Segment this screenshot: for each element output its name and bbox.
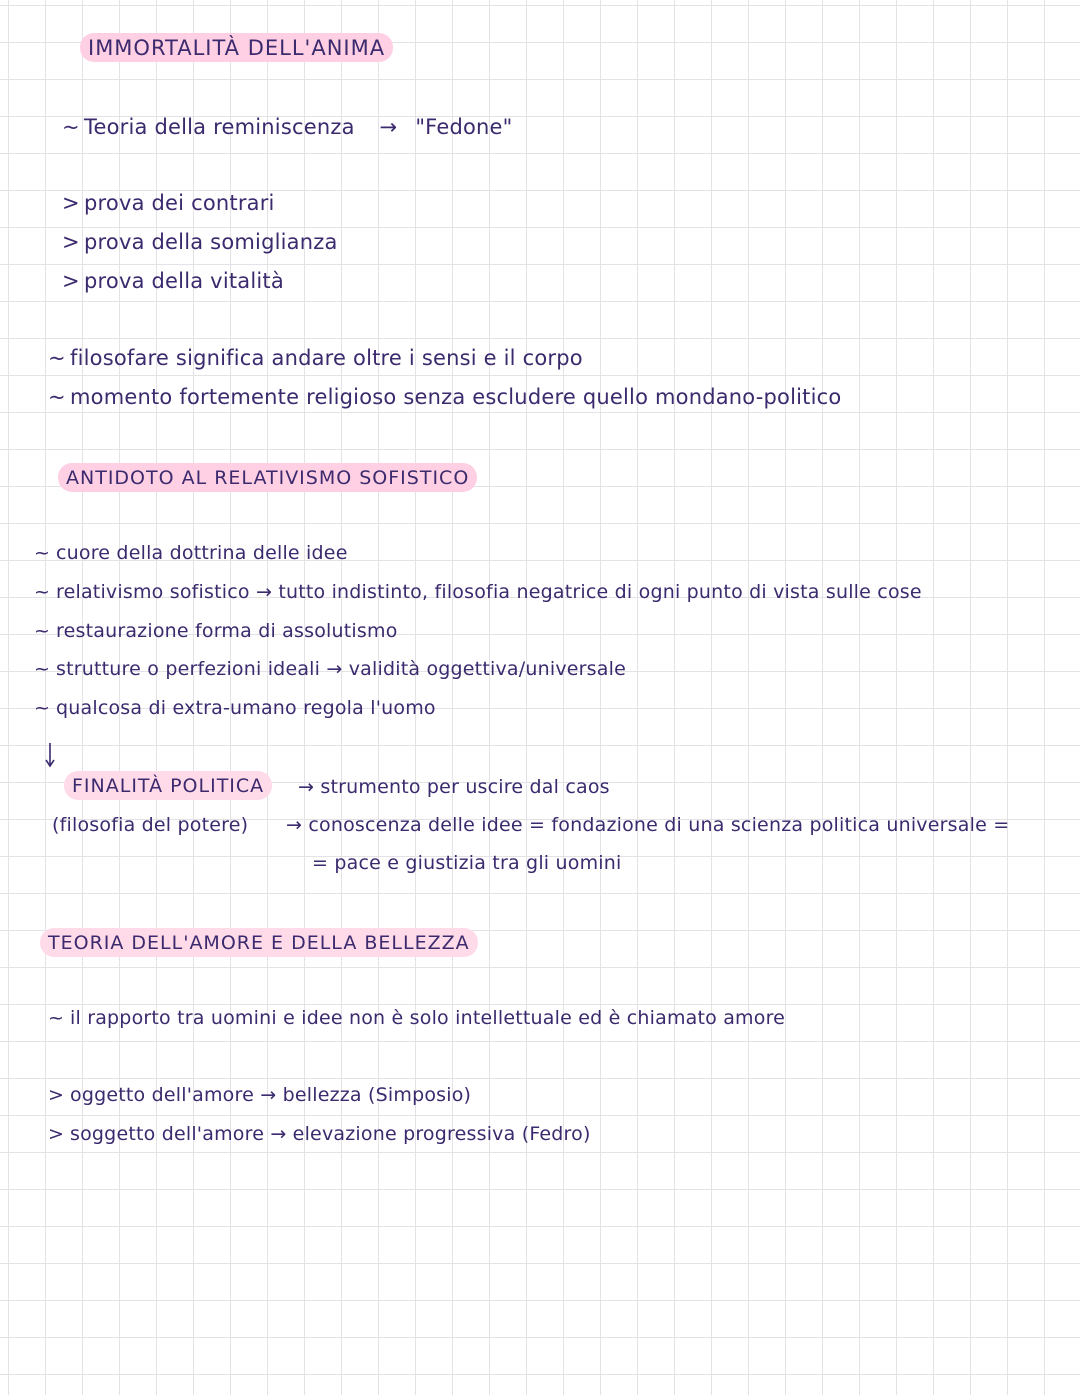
proof-item [62,190,275,216]
love-intro [48,1005,785,1031]
bullet-marker: > [48,1123,65,1145]
bullet-marker: > [62,230,80,254]
bullet-marker: ~ [34,658,51,680]
note-item [48,384,841,410]
proof-text: prova della somiglianza [84,230,338,254]
antidote-text: cuore della dottrina delle idee [56,542,348,564]
political-line: → strumento per uscire dal caos [298,776,610,798]
political-line: → conoscenza delle idee = fondazione di una scienza politica universale = [286,814,1010,836]
bullet-marker: > [62,269,80,293]
proof-text: prova della vitalità [84,269,284,293]
love-intro-text: il rapporto tra uomini e idee non è solo intellettuale ed è chiamato amore [70,1007,786,1029]
note-text: momento fortemente religioso senza escludere quello mondano-politico [70,385,842,409]
political-line: = pace e giustizia tra gli uomini [312,852,622,874]
bullet-marker: > [48,1084,65,1106]
heading-antidote: ANTIDOTO AL RELATIVISMO SOFISTICO [58,463,477,492]
bullet-marker: ~ [34,620,51,642]
love-item [48,1121,591,1147]
proof-item [62,229,338,255]
antidote-text: relativismo sofistico → tutto indistinto, filosofia negatrice di ogni punto di vista sulle cose [56,581,922,603]
note-text: filosofare significa andare oltre i sensi e il corpo [70,346,583,370]
bullet-marker: ~ [48,346,66,370]
antidote-item [34,656,626,682]
antidote-text: strutture o perfezioni ideali → validità oggettiva/universale [56,658,626,680]
heading-love-beauty: TEORIA DELL'AMORE E DELLA BELLEZZA [40,928,478,957]
heading-immortality: IMMORTALITÀ DELL'ANIMA [80,33,393,62]
bullet-marker: ~ [48,1007,65,1029]
theory-line [62,114,513,140]
arrow-down-icon [44,742,58,768]
political-subtitle: (filosofia del potere) [52,814,249,836]
love-item [48,1082,471,1108]
antidote-item [34,695,436,721]
antidote-text: qualcosa di extra-umano regola l'uomo [56,697,436,719]
theory-reference: "Fedone" [415,115,513,139]
note-item [48,345,583,371]
bullet-marker: ~ [34,697,51,719]
bullet-marker: ~ [62,115,80,139]
love-item-text: oggetto dell'amore → bellezza (Simposio) [70,1084,472,1106]
bullet-marker: ~ [34,581,51,603]
proof-item [62,268,284,294]
bullet-marker: ~ [34,542,51,564]
bullet-marker: ~ [48,385,66,409]
antidote-item [34,540,348,566]
antidote-item [34,579,922,605]
bullet-marker: > [62,191,80,215]
proof-text: prova dei contrari [84,191,275,215]
antidote-item [34,618,398,644]
antidote-text: restaurazione forma di assolutismo [56,620,398,642]
theory-text: Teoria della reminiscenza [84,115,355,139]
love-item-text: soggetto dell'amore → elevazione progressiva (Fedro) [70,1123,591,1145]
arrow-glyph: → [379,115,398,139]
heading-political-goal: FINALITÀ POLITICA [64,771,272,800]
